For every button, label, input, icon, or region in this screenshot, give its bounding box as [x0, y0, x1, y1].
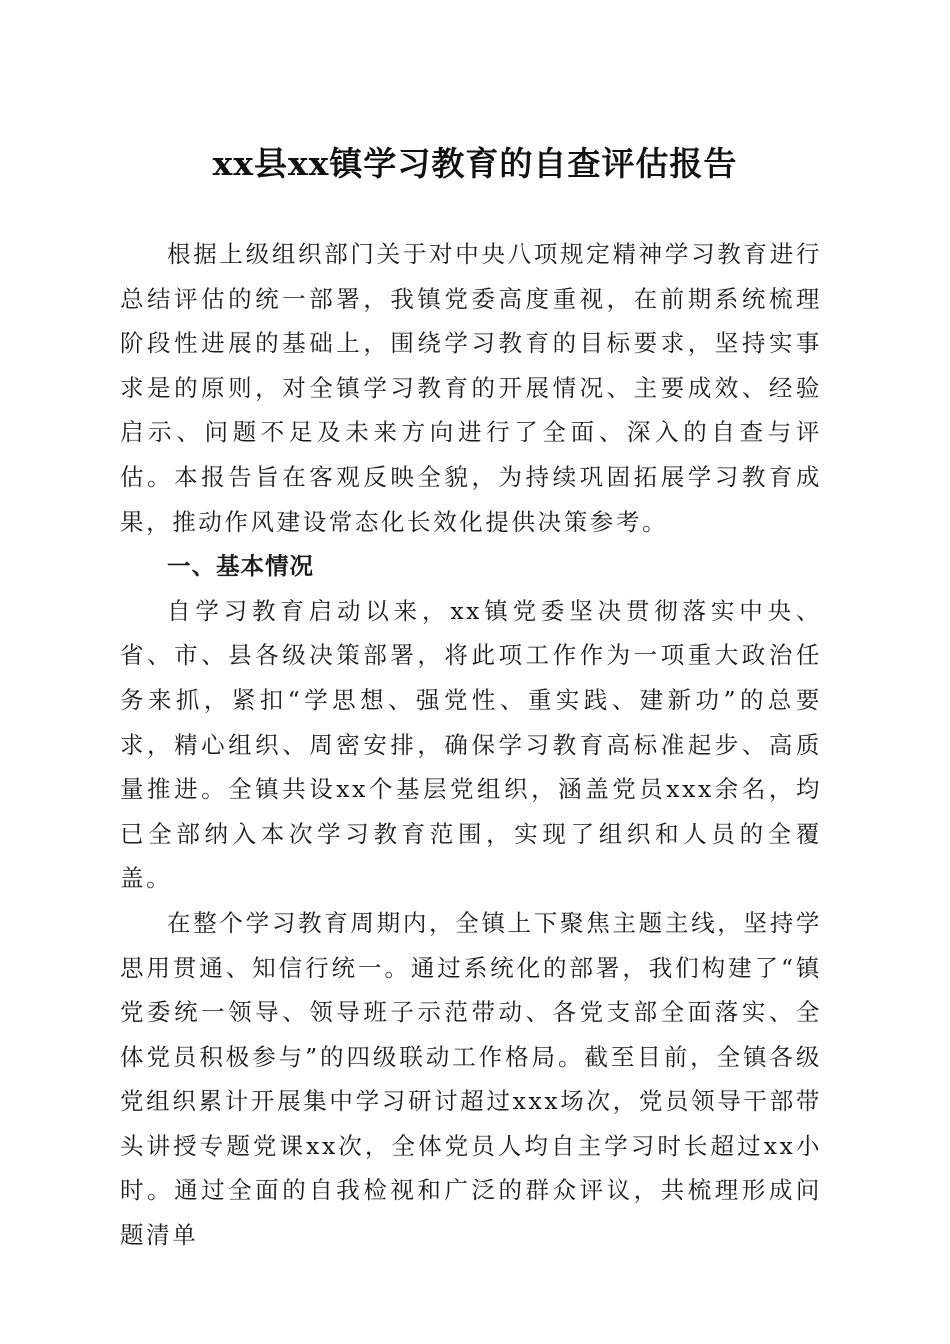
section-paragraph: 自学习教育启动以来，xx镇党委坚决贯彻落实中央、省、市、县各级决策部署，将此项工作作为一项重大政治任务来抓，紧扣“学思想、强党性、重实践、建新功”的总要求，精心组织、周密安排，确保学习教育高标准起步、高质量推进。全镇共设xx个基层党组织，涵盖党员xxx余名，均已全部纳入本次学习教育范围，实现了组织和人员的全覆盖。	[120, 596, 822, 893]
document-title: xx县xx镇学习教育的自查评估报告	[212, 144, 738, 183]
intro-paragraph: 根据上级组织部门关于对中央八项规定精神学习教育进行总结评估的统一部署，我镇党委高度重视，在前期系统梳理阶段性进展的基础上，围绕学习教育的目标要求，坚持实事求是的原则，对全镇学习教育的开展情况、主要成效、经验启示、问题不足及未来方向进行了全面、深入的自查与评估。本报告旨在客观反映全貌，为持续巩固拓展学习教育成果，推动作风建设常态化长效化提供决策参考。	[120, 240, 822, 536]
section-heading: 一、基本情况	[167, 552, 314, 581]
document-body	[120, 232, 822, 1258]
section-paragraph: 在整个学习教育周期内，全镇上下聚焦主题主线，坚持学思用贯通、知信行统一。通过系统化的部署，我们构建了“镇党委统一领导、领导班子示范带动、各党支部全面落实、全体党员积极参与”的四级联动工作格局。截至目前，全镇各级党组织累计开展集中学习研讨超过xxx场次，党员领导干部带头讲授专题党课xx次，全体党员人均自主学习时长超过xx小时。通过全面的自我检视和广泛的群众评议，共梳理形成问题清单	[120, 908, 822, 1250]
